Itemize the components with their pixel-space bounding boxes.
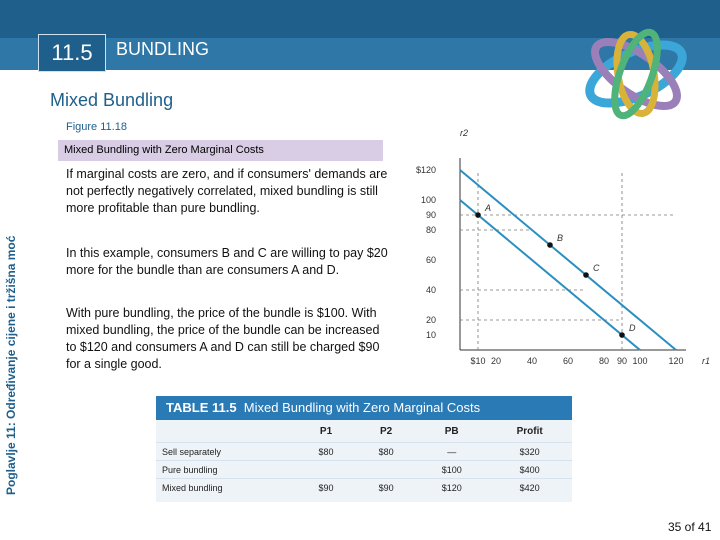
- table-cell: $320: [487, 443, 572, 461]
- x-tick-label: 120: [668, 356, 684, 366]
- section-title: BUNDLING: [116, 39, 210, 59]
- bundling-chart: [400, 128, 711, 388]
- column-header: Profit: [516, 425, 543, 437]
- table-cell: $90: [356, 479, 416, 497]
- y-tick-label: 10: [425, 330, 436, 340]
- table-row: [156, 461, 572, 479]
- table-title: [156, 396, 572, 420]
- x-tick-label: 40: [526, 356, 538, 366]
- row-label: Sell separately: [156, 443, 296, 461]
- y-axis-label: r2: [459, 128, 469, 138]
- point-label: B: [557, 233, 564, 243]
- paragraph-1: If marginal costs are zero, and if consumers' demands are not perfectly negatively correlated, mixed bundling is still more profitable than pure bundling.: [66, 167, 388, 215]
- paragraph-2: In this example, consumers B and C are willing to pay $20 more for the bundle than are consumers A and D.: [66, 246, 388, 277]
- x-tick-label: 60: [562, 356, 574, 366]
- x-tick-label: 80: [598, 356, 610, 366]
- x-tick-label: 90: [616, 356, 628, 366]
- point-label: D: [629, 323, 636, 333]
- bundling-table: [156, 396, 572, 502]
- table-corner: [156, 420, 296, 443]
- y-tick-label: 100: [420, 195, 436, 205]
- figure-label: Figure 11.18: [66, 121, 127, 133]
- y-tick-label: 60: [425, 255, 436, 265]
- table-cell: $80: [296, 443, 356, 461]
- consumer-point: [583, 272, 589, 278]
- page-number: 35 of 41: [668, 520, 712, 534]
- table-row: [156, 479, 572, 497]
- x-axis-label: r1: [701, 356, 711, 366]
- table-cell: $100: [416, 461, 487, 479]
- table-cell: $90: [296, 479, 356, 497]
- table-cell: —: [416, 443, 487, 461]
- table-cell: $420: [487, 479, 572, 497]
- x-tick-label: $10: [470, 356, 486, 366]
- bundle-line: [460, 170, 676, 350]
- table-cell: $120: [416, 479, 487, 497]
- y-tick-label: 20: [425, 315, 436, 325]
- rings-logo-icon: [566, 20, 706, 128]
- consumer-point: [619, 332, 625, 338]
- chapter-side-label: Poglavlje 11: Određivanje cijene i tržišna moć: [4, 235, 18, 495]
- table-cell: $80: [356, 443, 416, 461]
- y-tick-label: 90: [425, 210, 436, 220]
- table-cell: [296, 461, 356, 479]
- column-header: P1: [319, 425, 333, 437]
- row-label: Pure bundling: [156, 461, 296, 479]
- table-row: [156, 443, 572, 461]
- y-tick-label: 80: [425, 225, 436, 235]
- paragraph-3: With pure bundling, the price of the bundle is $100. With mixed bundling, the price of the bundle can be increased to $120 and consumers A and D can still be charged $90 for a single good.: [66, 306, 380, 371]
- point-label: C: [593, 263, 600, 273]
- table-cell: [356, 461, 416, 479]
- slide-subtitle: Mixed Bundling: [50, 90, 174, 110]
- figure-heading: Mixed Bundling with Zero Marginal Costs: [58, 140, 383, 161]
- x-tick-label: 20: [490, 356, 502, 366]
- y-tick-label: 40: [425, 285, 436, 295]
- y-tick-label: $120: [415, 165, 436, 175]
- x-tick-label: 100: [632, 356, 648, 366]
- bundle-line: [460, 200, 640, 350]
- table-title-text: Mixed Bundling with Zero Marginal Costs: [243, 400, 481, 415]
- table-cell: $400: [487, 461, 572, 479]
- consumer-point: [475, 212, 481, 218]
- table-number: TABLE 11.5: [166, 400, 237, 415]
- section-number: 11.5: [38, 34, 106, 72]
- table-header-row: [156, 420, 572, 443]
- consumer-point: [547, 242, 553, 248]
- column-header: P2: [379, 425, 393, 437]
- column-header: PB: [444, 425, 459, 437]
- row-label: Mixed bundling: [156, 479, 296, 497]
- point-label: A: [485, 203, 492, 213]
